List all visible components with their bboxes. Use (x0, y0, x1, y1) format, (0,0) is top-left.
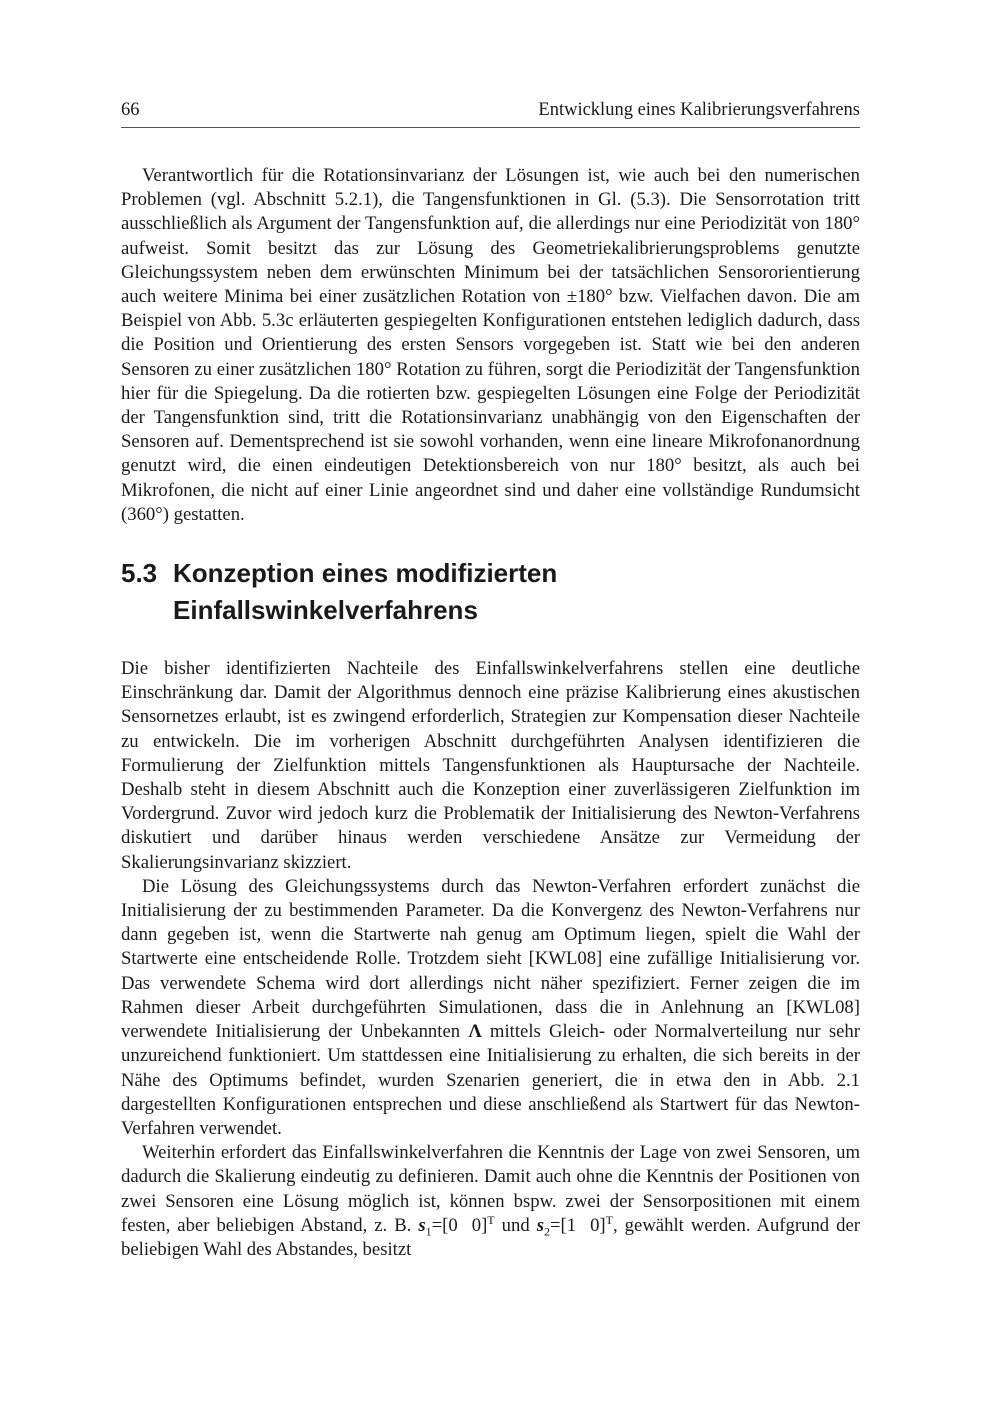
paragraph-text: und (494, 1214, 537, 1236)
math-symbol-s1: s (418, 1214, 426, 1236)
section-number: 5.3 (121, 558, 158, 589)
paragraph-text: Weiterhin erfordert das Einfallswinkelverfahren die Kenntnis der Lage von zwei Sensoren, um dadurch die Skalierung eindeutig zu definieren. Damit auch ohne die Kenntnis der Positionen von zwei Sensoren eine Lösung möglich ist, können bspw. zwei der Sensorpositionen mit einem festen, aber beliebigen Abstand, z. B. (121, 1142, 860, 1236)
subscript: 1 (425, 1224, 432, 1239)
paragraph: Verantwortlich für die Rotationsinvarianz der Lösungen ist, wie auch bei den numerischen Problemen (vgl. Abschnitt 5.2.1), die Tangensfunktionen in Gl. (5.3). Die Sensorrotation tritt ausschließlich als Argument der Tangensfunktion auf, die allerdings nur eine Periodizität von 180° aufweist. Somit besitzt das zur Lösung des Geometriekalibrierungsproblems genutzte Gleichungssystem neben dem erwünschten Minimum bei der tatsächlichen Sensororientierung auch weitere Minima bei einer zusätzlichen Rotation von ±180° bzw. Vielfachen davon. Die am Beispiel von Abb. 5.3c erläuterten gespiegelten Konfigurationen entstehen lediglich dadurch, dass die Position und Orientierung des ersten Sensors vorgegeben ist. Statt wie bei den anderen Sensoren zu einer zusätzlichen 180° Rotation zu führen, sorgt die Periodizität der Tangensfunktion hier für die Spiegelung. Da die rotierten bzw. gespiegelten Lösungen eine Folge der Periodizität der Tangensfunktion sind, tritt die Rotationsinvarianz unabhängig von den Eigenschaften der Sensoren auf. Dementsprechend ist sie sowohl vorhanden, wenn eine lineare Mikrofonanordnung genutzt wird, die einen eindeutigen Detektionsbereich von nur 180° besitzt, als auch bei Mikrofonen, die nicht auf einer Linie angeordnet sind und daher eine vollständige Rundumsicht (360°) gestatten. (121, 165, 860, 525)
page-number: 66 (121, 100, 140, 120)
running-title: Entwicklung eines Kalibrierungsverfahrens (538, 100, 860, 120)
running-header (121, 100, 860, 128)
superscript: T (605, 1212, 613, 1227)
superscript: T (487, 1212, 495, 1227)
paragraph (121, 875, 860, 1141)
paragraph (121, 1141, 860, 1262)
math-symbol-lambda: Λ (468, 1021, 482, 1043)
section-heading (121, 555, 860, 629)
paragraph: Die bisher identifizierten Nachteile des Einfallswinkelverfahrens stellen eine deutliche Einschränkung dar. Damit der Algorithmus dennoch eine präzise Kalibrierung eines akustischen Sensornetzes erlaubt, ist es zwingend erforderlich, Strategien zur Kompensation dieser Nachteile zu entwickeln. Die im vorherigen Abschnitt durchgeführten Analysen identifizieren die Formulierung der Zielfunktion mittels Tangensfunktionen als Hauptursache der Nachteile. Deshalb steht in diesem Abschnitt auch die Konzeption einer zuverlässigeren Zielfunktion im Vordergrund. Zuvor wird jedoch kurz die Problematik der Initialisierung des Newton-Verfahrens diskutiert und darüber hinaus werden verschiedene Ansätze zur Vermeidung der Skalierungsinvarianz skizziert. (121, 658, 860, 873)
paragraph-text: mittels Gleich- oder Normalverteilung nur sehr unzureichend funktioniert. Um stattdessen eine Initialisierung zu erhalten, die sich bereits in der Nähe des Optimums befindet, wurden Szenarien generiert, die in etwa den in Abb. 2.1 dargestellten Konfigurationen entsprechen und diese anschließend als Startwert für das Newton-Verfahren verwendet. (121, 1021, 860, 1139)
vector-value: =[1 0] (549, 1214, 606, 1236)
subscript: 2 (543, 1224, 550, 1239)
math-symbol-s2: s (536, 1214, 544, 1236)
section-title: Konzeption eines modifizierten Einfallswinkelverfahrens (173, 558, 558, 626)
paragraph-text: Die Lösung des Gleichungssystems durch das Newton-Verfahren erfordert zunächst die Initialisierung der zu bestimmenden Parameter. Da die Konvergenz des Newton-Verfahrens nur dann gegeben ist, wenn die Startwerte nah genug am Optimum liegen, spielt die Wahl der Startwerte eine entscheidende Rolle. Trotzdem sieht [KWL08] eine zufällige Initialisierung vor. Das verwendete Schema wird dort allerdings nicht näher spezifiziert. Ferner zeigen die im Rahmen dieser Arbeit durchgeführten Simulationen, dass die in Anlehnung an [KWL08] verwendete Initialisierung der Unbekannten (121, 875, 860, 1043)
body-text (121, 164, 860, 1262)
paragraph-text: , gewählt werden. Aufgrund der beliebigen Wahl des Abstandes, besitzt (121, 1214, 860, 1260)
vector-value: =[0 0] (431, 1214, 488, 1236)
